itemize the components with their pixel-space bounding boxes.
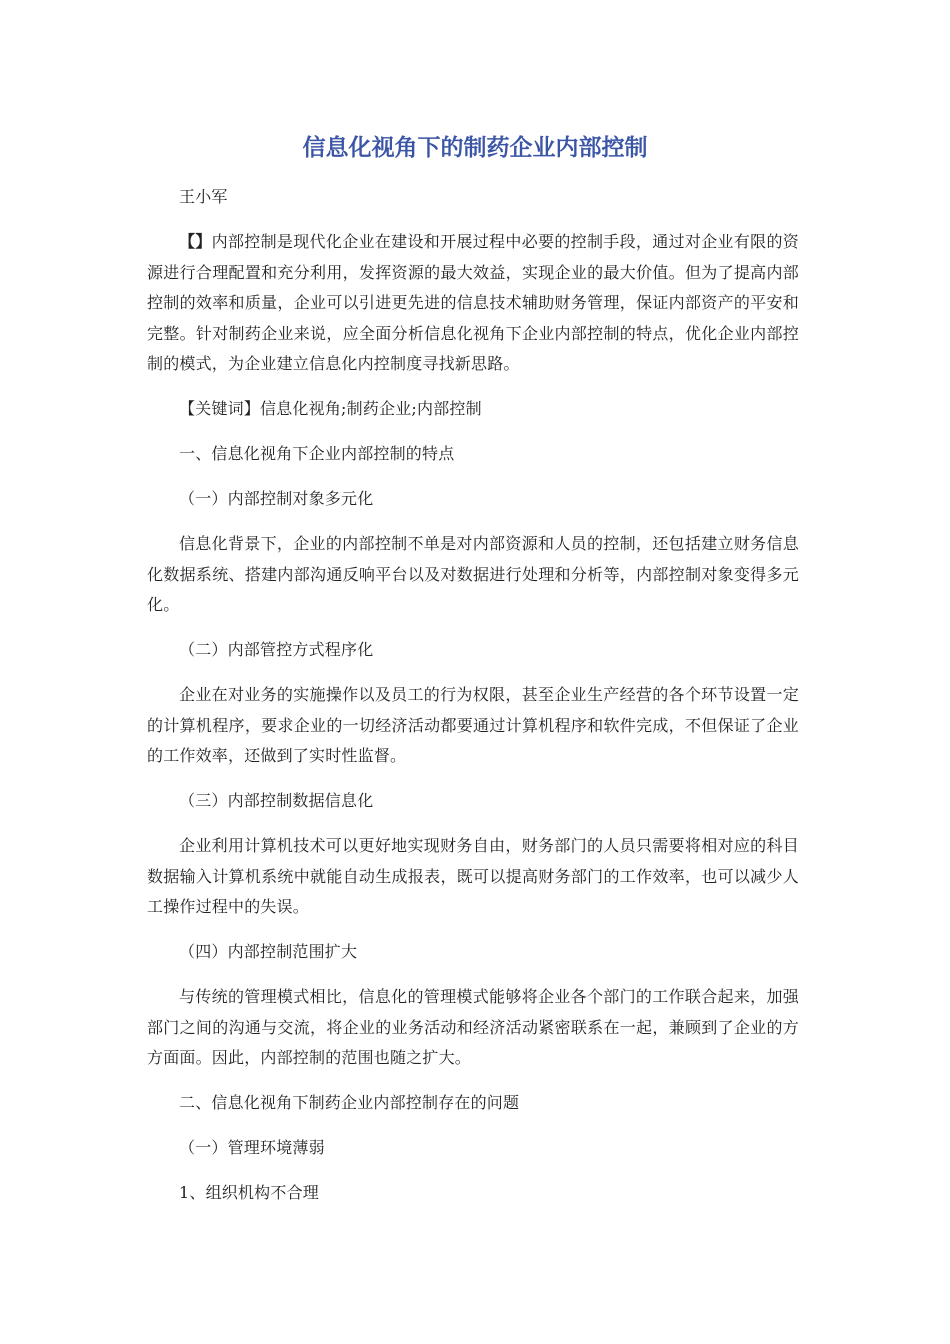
section-heading: 一、信息化视角下企业内部控制的特点 <box>179 444 455 463</box>
section-heading: （一）管理环境薄弱 <box>179 1138 325 1157</box>
paragraph: 信息化背景下，企业的内部控制不单是对内部资源和人员的控制，还包括建立财务信息化数据系统、搭建内部沟通反响平台以及对数据进行处理和分析等，内部控制对象变得多元化。 <box>147 534 799 614</box>
paragraph: 企业在对业务的实施操作以及员工的行为权限，甚至企业生产经营的各个环节设置一定的计算机程序，要求企业的一切经济活动都要通过计算机程序和软件完成，不但保证了企业的工作效率，还做到了实时性监督。 <box>147 685 799 765</box>
section-heading: （四）内部控制范围扩大 <box>179 942 358 961</box>
section-heading: （三）内部控制数据信息化 <box>179 791 374 810</box>
document-title: 信息化视角下的制药企业内部控制 <box>302 135 648 161</box>
abstract <box>147 227 799 380</box>
section-heading: 二、信息化视角下制药企业内部控制存在的问题 <box>179 1093 520 1112</box>
paragraph: 企业利用计算机技术可以更好地实现财务自由，财务部门的人员只需要将相对应的科目数据输入计算机系统中就能自动生成报表，既可以提高财务部门的工作效率，也可以减少人工操作过程中的失误。 <box>147 836 799 916</box>
keywords-text: 信息化视角;制药企业;内部控制 <box>260 399 482 418</box>
section-heading: （一）内部控制对象多元化 <box>179 489 374 508</box>
keywords <box>147 394 799 425</box>
section-heading: 1、组织机构不合理 <box>179 1183 319 1202</box>
keywords-label: 【关键词】 <box>179 399 261 418</box>
author: 王小军 <box>179 187 228 206</box>
document-body <box>147 182 799 1223</box>
section-heading: （二）内部管控方式程序化 <box>179 640 374 659</box>
abstract-text: 内部控制是现代化企业在建设和开展过程中必要的控制手段，通过对企业有限的资源进行合理配置和充分利用，发挥资源的最大效益，实现企业的最大价值。但为了提高内部控制的效率和质量，企业可以引进更先进的信息技术辅助财务管理，保证内部资产的平安和完整。针对制药企业来说，应全面分析信息化视角下企业内部控制的特点，优化企业内部控制的模式，为企业建立信息化内控制度寻找新思路。 <box>147 232 799 373</box>
abstract-label: 【】 <box>179 232 212 251</box>
paragraph: 与传统的管理模式相比，信息化的管理模式能够将企业各个部门的工作联合起来，加强部门之间的沟通与交流，将企业的业务活动和经济活动紧密联系在一起，兼顾到了企业的方方面面。因此，内部控制的范围也随之扩大。 <box>147 987 799 1067</box>
